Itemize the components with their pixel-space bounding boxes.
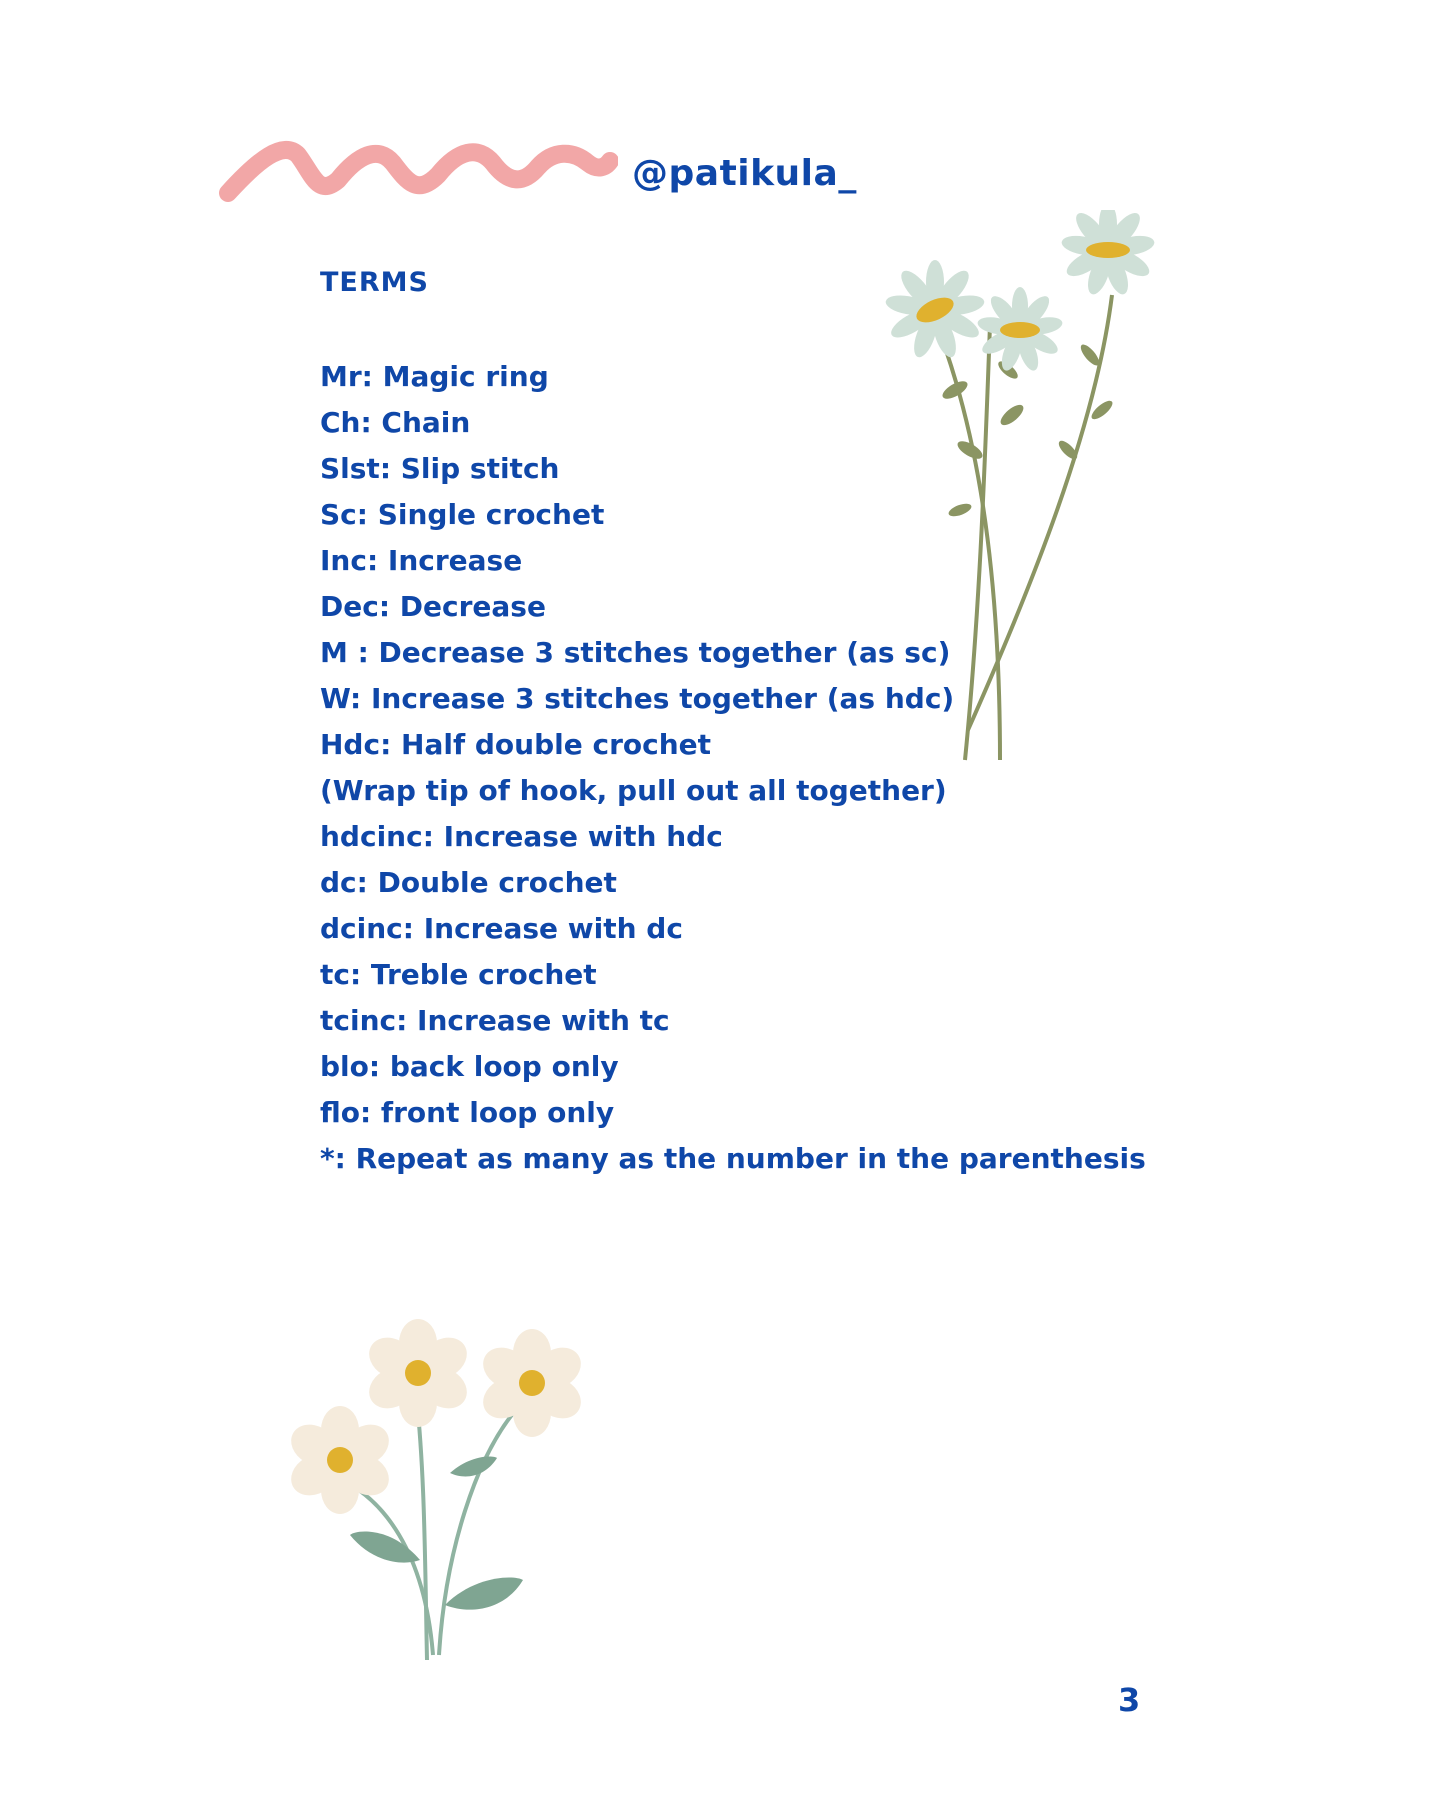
term-item: W: Increase 3 stitches together (as hdc) xyxy=(320,682,955,715)
term-item: M : Decrease 3 stitches together (as sc) xyxy=(320,636,951,669)
term-item: dcinc: Increase with dc xyxy=(320,912,683,945)
term-item: Sc: Single crochet xyxy=(320,498,605,531)
term-item: flo: front loop only xyxy=(320,1096,615,1129)
page-number: 3 xyxy=(1118,1681,1141,1719)
terms-heading: TERMS xyxy=(320,267,429,298)
terms-list xyxy=(320,354,1146,1182)
term-item: blo: back loop only xyxy=(320,1050,619,1083)
term-item: Inc: Increase xyxy=(320,544,523,577)
term-item: hdcinc: Increase with hdc xyxy=(320,820,723,853)
term-item: tcinc: Increase with tc xyxy=(320,1004,670,1037)
term-item: Ch: Chain xyxy=(320,406,471,439)
term-item: Dec: Decrease xyxy=(320,590,546,623)
term-item: *: Repeat as many as the number in the parenthesis xyxy=(320,1142,1146,1175)
term-item: Hdc: Half double crochet xyxy=(320,728,712,761)
term-item: tc: Treble crochet xyxy=(320,958,597,991)
term-item: dc: Double crochet xyxy=(320,866,617,899)
term-item: Slst: Slip stitch xyxy=(320,452,560,485)
cream-flowers-illustration xyxy=(275,1305,615,1665)
term-item: Mr: Magic ring xyxy=(320,360,549,393)
pink-squiggle-decoration xyxy=(218,125,618,215)
term-item: (Wrap tip of hook, pull out all together) xyxy=(320,774,947,807)
author-handle: @patikula_ xyxy=(632,153,857,194)
